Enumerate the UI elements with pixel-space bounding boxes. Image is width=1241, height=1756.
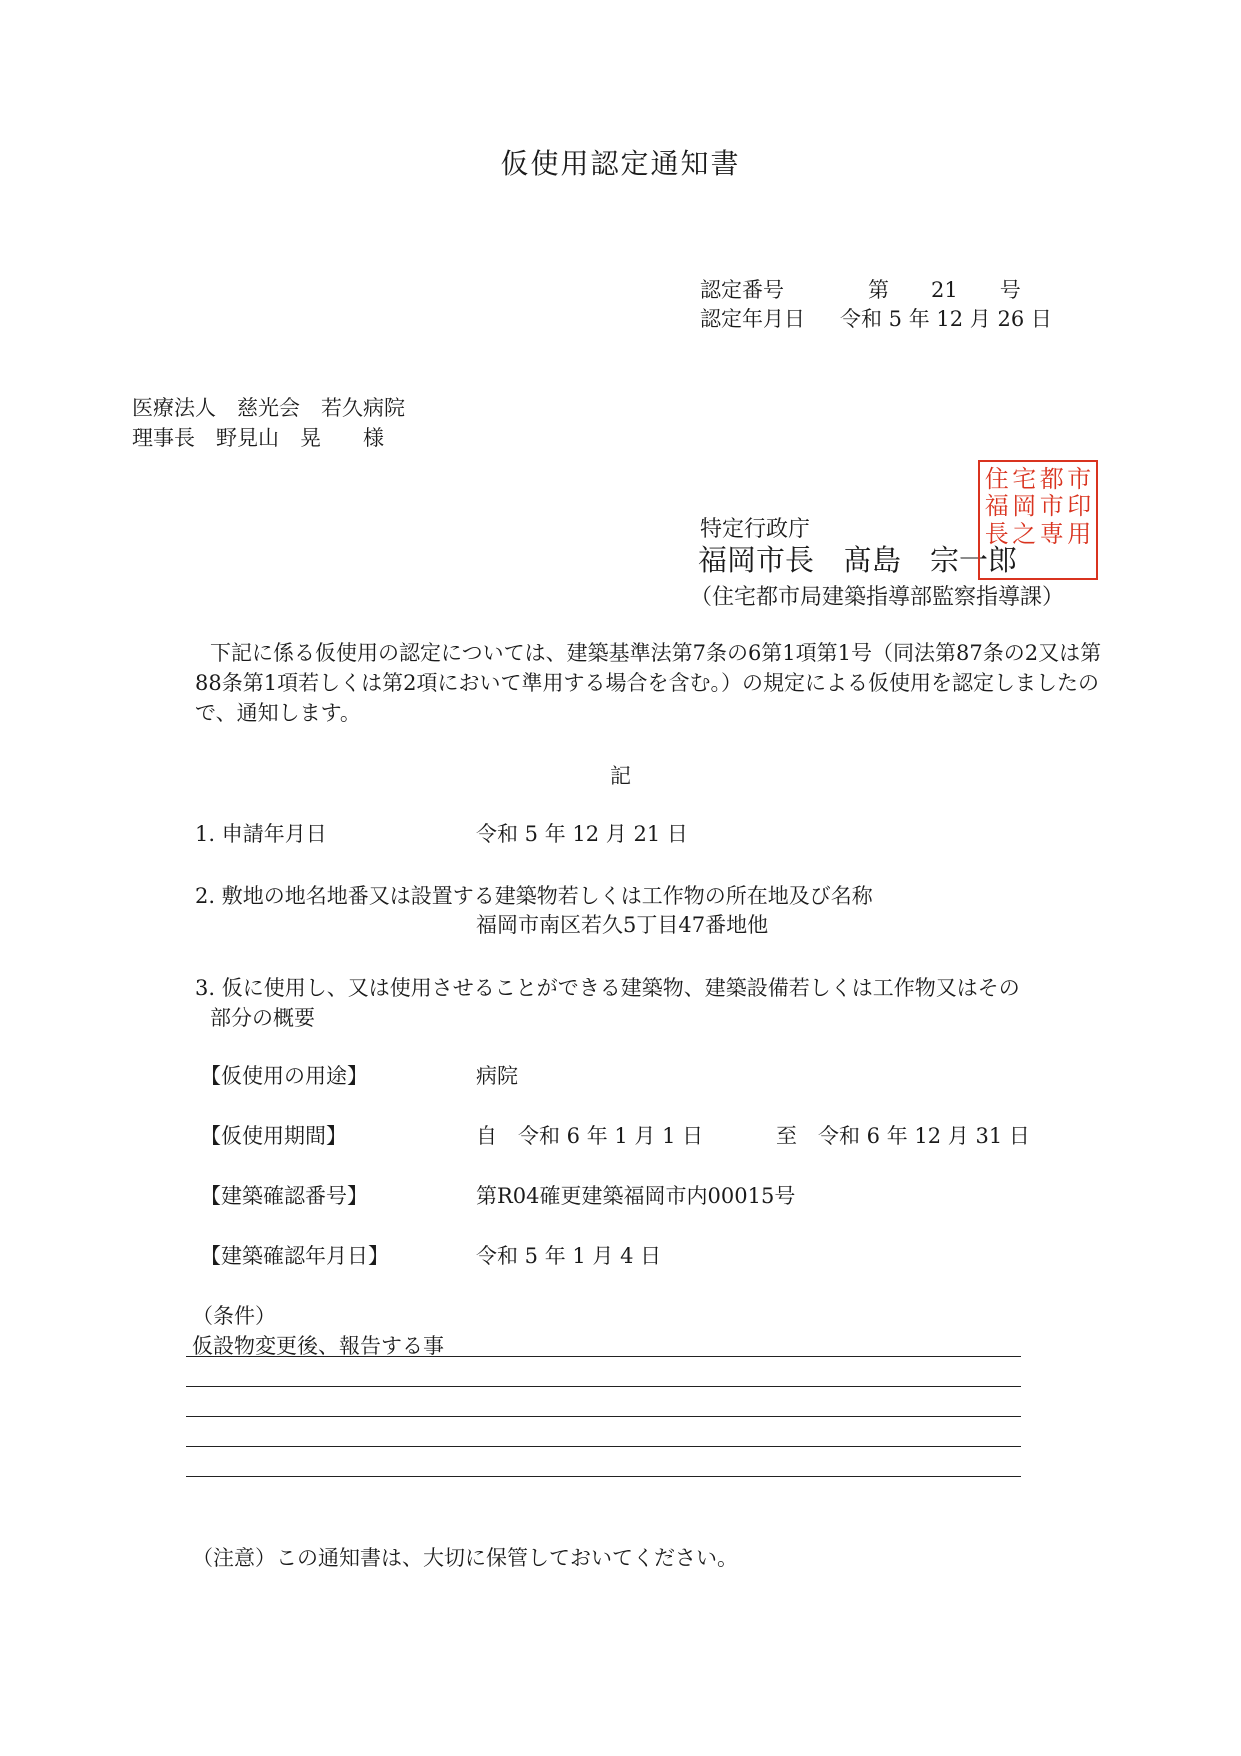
seal-char: 岡 (1012, 492, 1037, 521)
seal-char: 専 (1039, 519, 1064, 548)
addressee-organization: 医療法人 慈光会 若久病院 (132, 396, 405, 420)
item-application-date-label: 1. 申請年月日 (195, 822, 327, 846)
item-site-value: 福岡市南区若久5丁目47番地他 (476, 913, 769, 937)
official-seal-stamp (978, 460, 1098, 580)
cert-number-label: 認定番号 (700, 278, 784, 302)
seal-char: 長 (984, 519, 1009, 548)
cert-date-value: 令和 5 年 12 月 26 日 (840, 307, 1052, 331)
conditions-rule (186, 1446, 1021, 1447)
cert-number-value: 第 21 号 (868, 278, 1021, 302)
detail-confirm-number-value: 第R04確更建築福岡市内00015号 (476, 1184, 796, 1208)
item-overview-label-line1: 3. 仮に使用し、又は使用させることができる建築物、建築設備若しくは工作物又はその (195, 976, 1020, 1000)
conditions-rule (186, 1356, 1021, 1357)
seal-char: 宅 (1012, 464, 1037, 493)
item-overview-label-line2: 部分の概要 (210, 1006, 315, 1030)
seal-char: 之 (1012, 519, 1037, 548)
document-title: 仮使用認定通知書 (500, 147, 741, 180)
addressee-person: 理事長 野見山 晃 様 (132, 426, 384, 450)
item-site-label: 2. 敷地の地名地番又は設置する建築物若しくは工作物の所在地及び名称 (195, 884, 873, 908)
seal-char: 印 (1067, 492, 1092, 521)
issuer-department: （住宅都市局建築指導部監察指導課） (690, 585, 1065, 610)
item-application-date-value: 令和 5 年 12 月 21 日 (476, 822, 688, 846)
footer-note: （注意）この通知書は、大切に保管しておいてください。 (192, 1546, 738, 1570)
seal-char: 福 (984, 492, 1009, 521)
issuer-agency: 特定行政庁 (700, 517, 811, 542)
detail-confirm-date-value: 令和 5 年 1 月 4 日 (476, 1244, 662, 1268)
seal-char: 住 (984, 464, 1009, 493)
conditions-line-1: 仮設物変更後、報告する事 (192, 1334, 444, 1358)
conditions-rule (186, 1386, 1021, 1387)
cert-date-label: 認定年月日 (700, 307, 805, 331)
seal-char: 用 (1067, 519, 1092, 548)
seal-char: 市 (1067, 464, 1092, 493)
conditions-label: （条件） (192, 1304, 276, 1328)
detail-use-label: 【仮使用の用途】 (200, 1064, 368, 1088)
conditions-rule (186, 1416, 1021, 1417)
seal-char: 都 (1039, 464, 1064, 493)
detail-confirm-number-label: 【建築確認番号】 (200, 1184, 368, 1208)
ki-heading: 記 (610, 764, 631, 788)
conditions-rule (186, 1476, 1021, 1477)
notice-body-paragraph: 下記に係る仮使用の認定については、建築基準法第7条の6第1項第1号（同法第87条の2又は第88条第1項若しくは第2項において準用する場合を含む。）の規定による仮使用を認定しましたので、通知します。 (195, 641, 1102, 725)
seal-char: 市 (1039, 492, 1064, 521)
detail-period-to: 至 令和 6 年 12 月 31 日 (776, 1124, 1030, 1148)
issuer-name: 福岡市長 髙島 宗一郎 (698, 543, 1018, 577)
detail-confirm-date-label: 【建築確認年月日】 (200, 1244, 389, 1268)
detail-period-from: 自 令和 6 年 1 月 1 日 (476, 1124, 704, 1148)
detail-use-value: 病院 (476, 1064, 518, 1088)
detail-period-label: 【仮使用期間】 (200, 1124, 347, 1148)
